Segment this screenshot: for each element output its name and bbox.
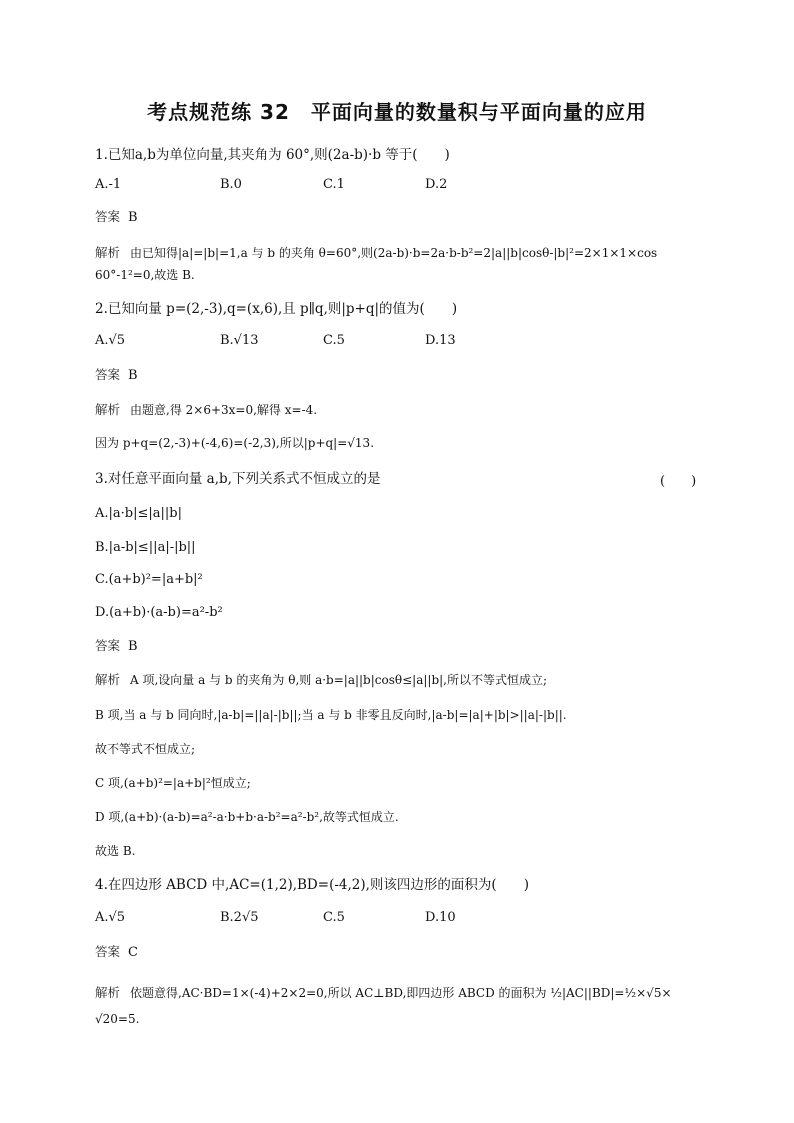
q3-answer-paren: ( ) <box>660 474 697 489</box>
q4-explanation-line1 <box>95 984 672 1002</box>
q3-answer-row <box>95 637 138 656</box>
q3-explanation-line5: D 项,(a+b)·(a-b)=a²-a·b+b·a-b²=a²-b²,故等式恒成立. <box>95 810 399 824</box>
q1-explanation-line2: 60°-1²=0,故选 B. <box>95 268 195 282</box>
explain-label: 解析 <box>95 402 121 417</box>
q2-option-a: A.√5 <box>95 333 126 348</box>
q1-option-a: A.-1 <box>95 177 122 192</box>
q3-explanation-line2: B 项,当 a 与 b 同向时,|a-b|=||a|-|b||;当 a 与 b 非零且反向时,|a-b|=|a|+|b|>||a|-|b||. <box>95 708 567 722</box>
q1-answer-row <box>95 208 138 227</box>
question-3-stem: 3.对任意平面向量 a,b,下列关系式不恒成立的是 <box>95 471 381 487</box>
question-4-stem: 4.在四边形 ABCD 中,AC=(1,2),BD=(-4,2),则该四边形的面积为( ) <box>95 877 529 893</box>
q4-option-d: D.10 <box>425 910 456 925</box>
answer-label: 答案 <box>95 367 121 382</box>
q4-option-b: B.2√5 <box>220 910 259 925</box>
explain-label: 解析 <box>95 672 121 687</box>
q4-answer-row <box>95 943 138 962</box>
explain-label: 解析 <box>95 245 121 260</box>
q1-explanation-line1 <box>95 244 657 262</box>
q3-option-c: C.(a+b)²=|a+b|² <box>95 572 203 587</box>
answer-label: 答案 <box>95 638 121 653</box>
q3-exp-text1: A 项,设向量 a 与 b 的夹角为 θ,则 a·b=|a||b|cosθ≤|a||b|,所以不等式恒成立; <box>130 673 548 687</box>
q3-explanation-line3: 故不等式不恒成立; <box>95 742 196 756</box>
q4-exp-text1: 依题意得,AC·BD=1×(-4)+2×2=0,所以 AC⊥BD,即四边形 ABCD 的面积为 ½|AC||BD|=½×√5× <box>130 986 672 1000</box>
answer-label: 答案 <box>95 944 121 959</box>
q3-explanation-line6: 故选 B. <box>95 844 136 858</box>
q4-explanation-line2: √20=5. <box>95 1012 140 1026</box>
q2-explanation-line2: 因为 p+q=(2,-3)+(-4,6)=(-2,3),所以|p+q|=√13. <box>95 436 375 450</box>
q4-answer: C <box>128 945 138 960</box>
q1-option-b: B.0 <box>220 177 242 192</box>
q3-explanation-line4: C 项,(a+b)²=|a+b|²恒成立; <box>95 776 251 790</box>
q1-option-d: D.2 <box>425 177 448 192</box>
q2-option-c: C.5 <box>323 333 345 348</box>
q3-option-d: D.(a+b)·(a-b)=a²-b² <box>95 605 223 620</box>
q3-option-a: A.|a·b|≤|a||b| <box>95 506 182 521</box>
q2-answer-row <box>95 366 138 385</box>
q1-exp-text1: 由已知得|a|=|b|=1,a 与 b 的夹角 θ=60°,则(2a-b)·b=2a·b-b²=2|a||b|cosθ-|b|²=2×1×1×cos <box>130 246 658 260</box>
question-1-stem: 1.已知a,b为单位向量,其夹角为 60°,则(2a-b)·b 等于( ) <box>95 147 450 163</box>
page-title: 考点规范练 32 平面向量的数量积与平面向量的应用 <box>147 100 647 124</box>
q4-option-c: C.5 <box>323 910 345 925</box>
q2-option-d: D.13 <box>425 333 456 348</box>
q2-answer: B <box>128 368 138 383</box>
question-2-stem: 2.已知向量 p=(2,-3),q=(x,6),且 p∥q,则|p+q|的值为( ) <box>95 301 458 317</box>
q1-option-c: C.1 <box>323 177 345 192</box>
q3-option-b: B.|a-b|≤||a|-|b|| <box>95 540 196 555</box>
q2-exp-text1: 由题意,得 2×6+3x=0,解得 x=-4. <box>130 403 318 417</box>
q2-explanation-line1 <box>95 401 317 419</box>
q3-answer: B <box>128 639 138 654</box>
q2-option-b: B.√13 <box>220 333 259 348</box>
q1-answer: B <box>128 210 138 225</box>
explain-label: 解析 <box>95 985 121 1000</box>
q3-explanation-line1 <box>95 671 547 689</box>
answer-label: 答案 <box>95 209 121 224</box>
q4-option-a: A.√5 <box>95 910 126 925</box>
